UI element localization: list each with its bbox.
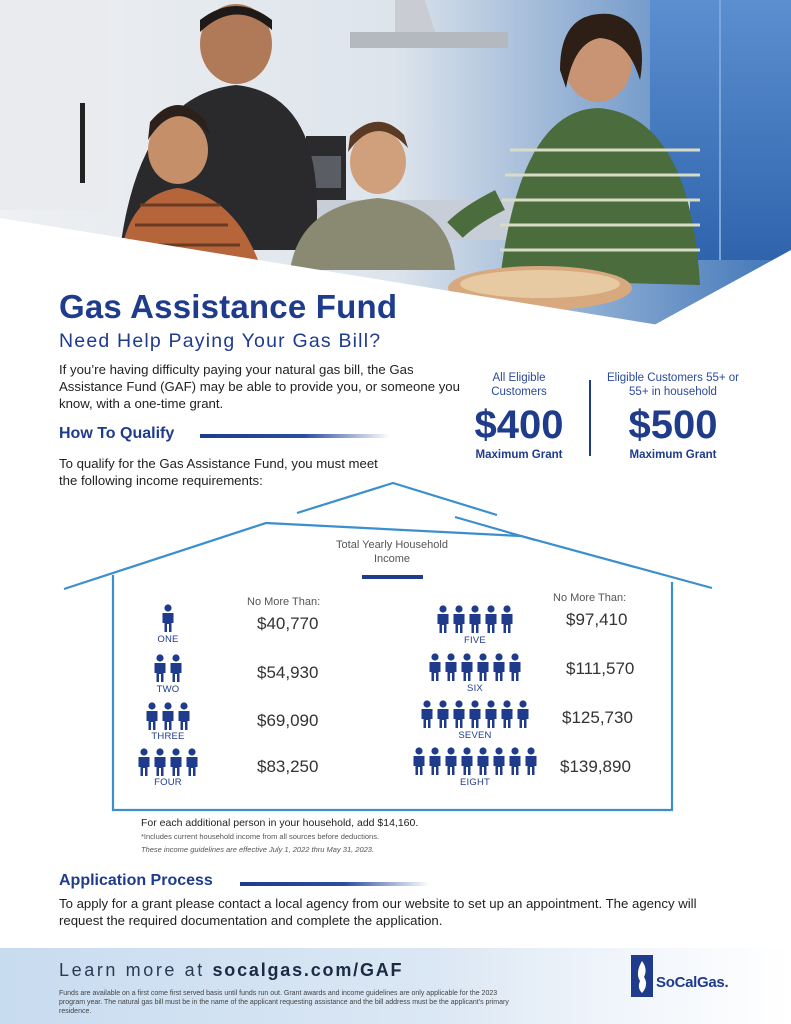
income-limit: $125,730 (562, 708, 633, 727)
person-icon (468, 700, 482, 728)
income-limit: $69,090 (257, 711, 319, 730)
person-icon (428, 747, 442, 775)
household-size-three-icons (145, 702, 191, 730)
household-size-six-icons (428, 653, 522, 681)
household-size-one-icons (161, 604, 175, 632)
grant-amount: $500 (628, 403, 718, 447)
person-icon (420, 700, 434, 728)
person-icon (484, 700, 498, 728)
person-icon (476, 747, 490, 775)
household-size-label: THREE (151, 731, 185, 742)
household-size-label: TWO (156, 684, 180, 695)
household-size-label: ONE (157, 634, 179, 645)
person-icon (508, 747, 522, 775)
grant-note: Maximum Grant (629, 449, 717, 461)
person-icon (412, 747, 426, 775)
person-icon (460, 653, 474, 681)
person-icon (476, 653, 490, 681)
person-icon (492, 747, 506, 775)
household-size-four-icons (137, 748, 199, 776)
household-size-five-icons (436, 605, 514, 633)
grant-amount: $400 (474, 403, 564, 447)
qualify-text: To qualify for the Gas Assistance Fund, you must meet the following income requirements: (59, 456, 378, 488)
grant-senior (603, 371, 743, 461)
no-more-than-left: No More Than: (247, 596, 321, 608)
person-icon (468, 605, 482, 633)
person-icon (436, 700, 450, 728)
person-icon (524, 747, 538, 775)
person-icon (185, 748, 199, 776)
person-icon (508, 653, 522, 681)
grant-all-eligible (463, 371, 575, 461)
logo-wordmark: SoCalGas. (656, 973, 729, 991)
income-heading: Total Yearly Household Income (336, 539, 448, 565)
website-link[interactable]: socalgas.com/GAF (212, 960, 404, 980)
qualify-rule (200, 434, 390, 438)
person-icon (161, 604, 175, 632)
grant-label: All Eligible Customers (491, 372, 547, 398)
socalgas-logo (631, 955, 728, 997)
household-size-label: FOUR (154, 777, 182, 788)
person-icon (500, 700, 514, 728)
qualify-heading: How To Qualify (59, 425, 175, 442)
income-limit: $97,410 (566, 610, 628, 629)
person-icon (500, 605, 514, 633)
person-icon (452, 700, 466, 728)
income-footnote: *Includes current household income from all sources before deductions. (141, 832, 380, 841)
person-icon (444, 653, 458, 681)
person-icon (145, 702, 159, 730)
household-size-label: SIX (467, 683, 483, 694)
person-icon (169, 654, 183, 682)
flame-logo-icon (631, 955, 653, 997)
person-icon (169, 748, 183, 776)
hero-photo (0, 0, 791, 330)
household-size-eight-icons (412, 747, 538, 775)
grant-note: Maximum Grant (475, 449, 563, 461)
income-limit: $139,890 (560, 757, 631, 776)
person-icon (161, 702, 175, 730)
person-icon (444, 747, 458, 775)
household-size-two-icons (153, 654, 183, 682)
learn-more (59, 960, 403, 981)
page-subtitle: Need Help Paying Your Gas Bill? (59, 330, 382, 352)
page-title: Gas Assistance Fund (59, 288, 398, 325)
person-icon (153, 654, 167, 682)
grant-divider (589, 380, 591, 456)
application-heading: Application Process (59, 872, 213, 889)
person-icon (460, 747, 474, 775)
house-outline (0, 478, 791, 818)
application-text: To apply for a grant please contact a local agency from our website to set up an appointment. The agency will request the required documentation and complete the application. (59, 896, 697, 928)
household-size-label: FIVE (464, 635, 486, 646)
person-icon (452, 605, 466, 633)
application-rule (240, 882, 430, 886)
household-size-seven-icons (420, 700, 530, 728)
income-effective-dates: These income guidelines are effective July 1, 2022 thru May 31, 2023. (141, 845, 375, 854)
grant-label: Eligible Customers 55+ or 55+ in household (607, 372, 739, 398)
person-icon (153, 748, 167, 776)
person-icon (177, 702, 191, 730)
income-limit: $83,250 (257, 757, 319, 776)
footer-disclaimer: Funds are available on a first come first served basis until funds run out. Grant awards and income guidelines are only applicable for the 2023 program year. The natural gas bill must be in the name of the applicant requesting assistance and the bill address must be the applicant's primary residence. (59, 990, 509, 1015)
household-size-label: EIGHT (459, 777, 491, 788)
income-heading-bar (362, 575, 423, 579)
income-limit: $40,770 (257, 614, 319, 633)
person-icon (137, 748, 151, 776)
learn-more-prefix: Learn more at (59, 960, 205, 980)
intro-paragraph: If you’re having difficulty paying your natural gas bill, the Gas Assistance Fund (GAF) may be able to provide you, or someone you know, with a one-time grant. (59, 362, 460, 411)
no-more-than-right: No More Than: (553, 592, 627, 604)
person-icon (492, 653, 506, 681)
income-limit: $111,570 (566, 659, 635, 678)
person-icon (516, 700, 530, 728)
additional-person-note: For each additional person in your household, add $14,160. (141, 817, 419, 829)
person-icon (484, 605, 498, 633)
person-icon (436, 605, 450, 633)
income-limit: $54,930 (257, 663, 319, 682)
person-icon (428, 653, 442, 681)
household-size-label: SEVEN (458, 730, 492, 741)
